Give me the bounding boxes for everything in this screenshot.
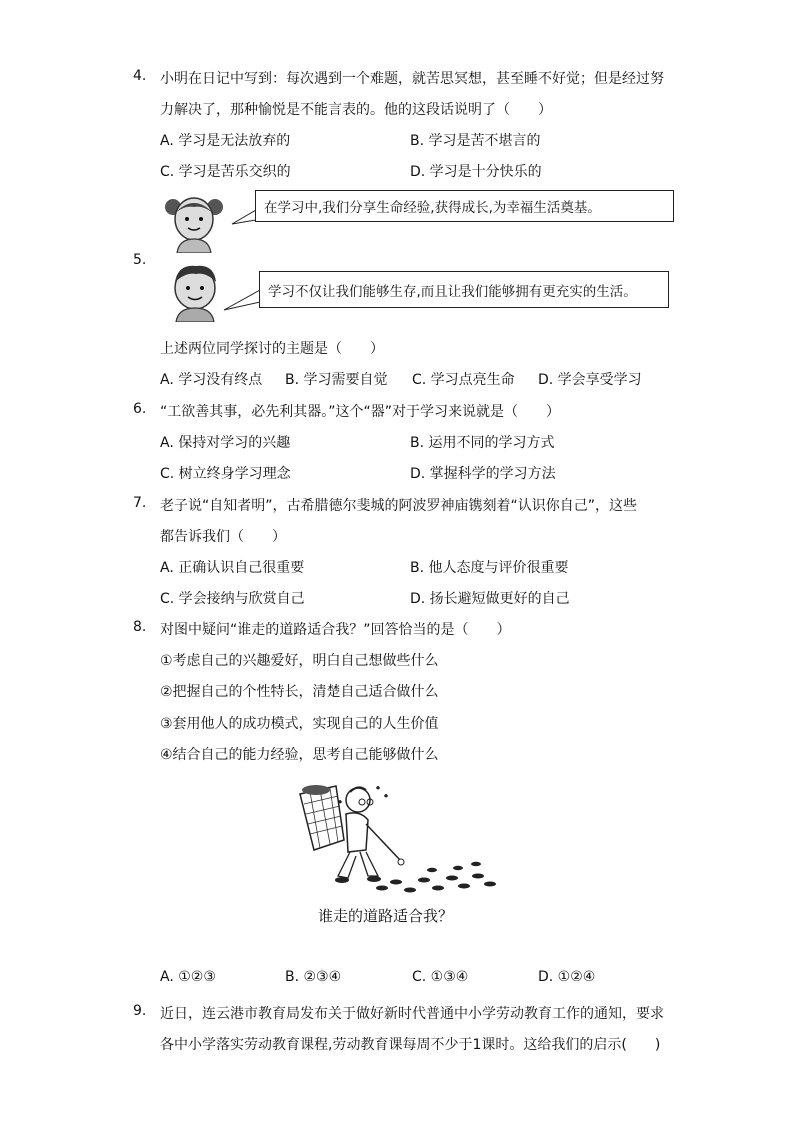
q9-stem-line2: 各中小学落实劳动教育课程,劳动教育课每周不少于1课时。这给我们的启示( )	[160, 1037, 661, 1053]
q6-option-d: D. 掌握科学的学习方法	[410, 466, 556, 482]
q7-option-d: D. 扬长避短做更好的自己	[410, 591, 570, 607]
q5-option-c: C. 学习点亮生命	[412, 372, 515, 388]
q5-option-a: A. 学习没有终点	[160, 372, 263, 388]
q6-option-b: B. 运用不同的学习方式	[410, 435, 555, 451]
q7-option-c: C. 学会接纳与欣赏自己	[160, 591, 305, 607]
q4-stem-line2: 力解决了，那种愉悦是不能言表的。他的这段话说明了（ ）	[160, 102, 552, 118]
boy-student-illustration	[166, 262, 228, 322]
q9-number: 9.	[133, 1003, 147, 1019]
q8-item-2: ②把握自己的个性特长，清楚自己适合做什么	[160, 684, 439, 700]
q8-item-1: ①考虑自己的兴趣爱好，明白自己想做些什么	[160, 653, 439, 669]
q5-number: 5.	[133, 252, 147, 268]
q7-stem-line2: 都告诉我们（ ）	[160, 529, 286, 545]
q8-number: 8.	[133, 619, 147, 635]
q7-option-a: A. 正确认识自己很重要	[160, 560, 305, 576]
q8-option-c: C. ①③④	[412, 969, 469, 985]
q8-option-b: B. ②③④	[285, 969, 342, 985]
q4-number: 4.	[133, 68, 147, 84]
q4-option-a: A. 学习是无法放弃的	[160, 133, 291, 149]
q4-option-b: B. 学习是苦不堪言的	[410, 133, 541, 149]
q7-option-b: B. 他人态度与评价很重要	[410, 560, 569, 576]
q8-option-a: A. ①②③	[160, 969, 216, 985]
q4-option-d: D. 学习是十分快乐的	[410, 164, 542, 180]
q7-stem-line1: 老子说“自知者明”，古希腊德尔斐城的阿波罗神庙镌刻着“认识你自己”，这些	[160, 498, 638, 514]
q4-stem-line1: 小明在日记中写到：每次遇到一个难题，就苦思冥想，甚至睡不好觉；但是经过努	[160, 71, 664, 87]
q6-option-c: C. 树立终身学习理念	[160, 466, 291, 482]
cartoon-footprints-illustration	[292, 780, 502, 898]
q9-stem-line1: 近日，连云港市教育局发布关于做好新时代普通中小学劳动教育工作的通知，要求	[160, 1006, 664, 1022]
q7-number: 7.	[133, 495, 147, 511]
q5-option-d: D. 学会享受学习	[538, 372, 642, 388]
q8-option-d: D. ①②④	[538, 969, 596, 985]
bubble-tail-2	[222, 288, 262, 314]
bubble-tail-1	[230, 208, 258, 228]
q4-option-c: C. 学习是苦乐交织的	[160, 164, 291, 180]
q8-stem: 对图中疑问“谁走的道路适合我？”回答恰当的是（ ）	[160, 622, 511, 638]
bubble-girl-text: 在学习中,我们分享生命经验,获得成长,为幸福生活奠基。	[264, 200, 601, 216]
q8-item-3: ③套用他人的成功模式，实现自己的人生价值	[160, 716, 439, 732]
q6-option-a: A. 保持对学习的兴趣	[160, 435, 291, 451]
q6-number: 6.	[133, 401, 147, 417]
girl-student-illustration	[163, 191, 235, 253]
speech-bubble-girl	[255, 190, 674, 222]
speech-bubble-boy	[259, 271, 669, 308]
bubble-boy-text: 学习不仅让我们能够生存,而且让我们能够拥有更充实的生活。	[268, 283, 637, 300]
q5-stem: 上述两位同学探讨的主题是（ ）	[160, 341, 384, 357]
q6-stem: “工欲善其事，必先利其器。”这个“器”对于学习来说就是（ ）	[160, 404, 561, 420]
cartoon-caption: 谁走的道路适合我？	[318, 907, 454, 925]
q8-item-4: ④结合自己的能力经验，思考自己能够做什么	[160, 747, 439, 763]
q5-option-b: B. 学习需要自觉	[285, 372, 388, 388]
